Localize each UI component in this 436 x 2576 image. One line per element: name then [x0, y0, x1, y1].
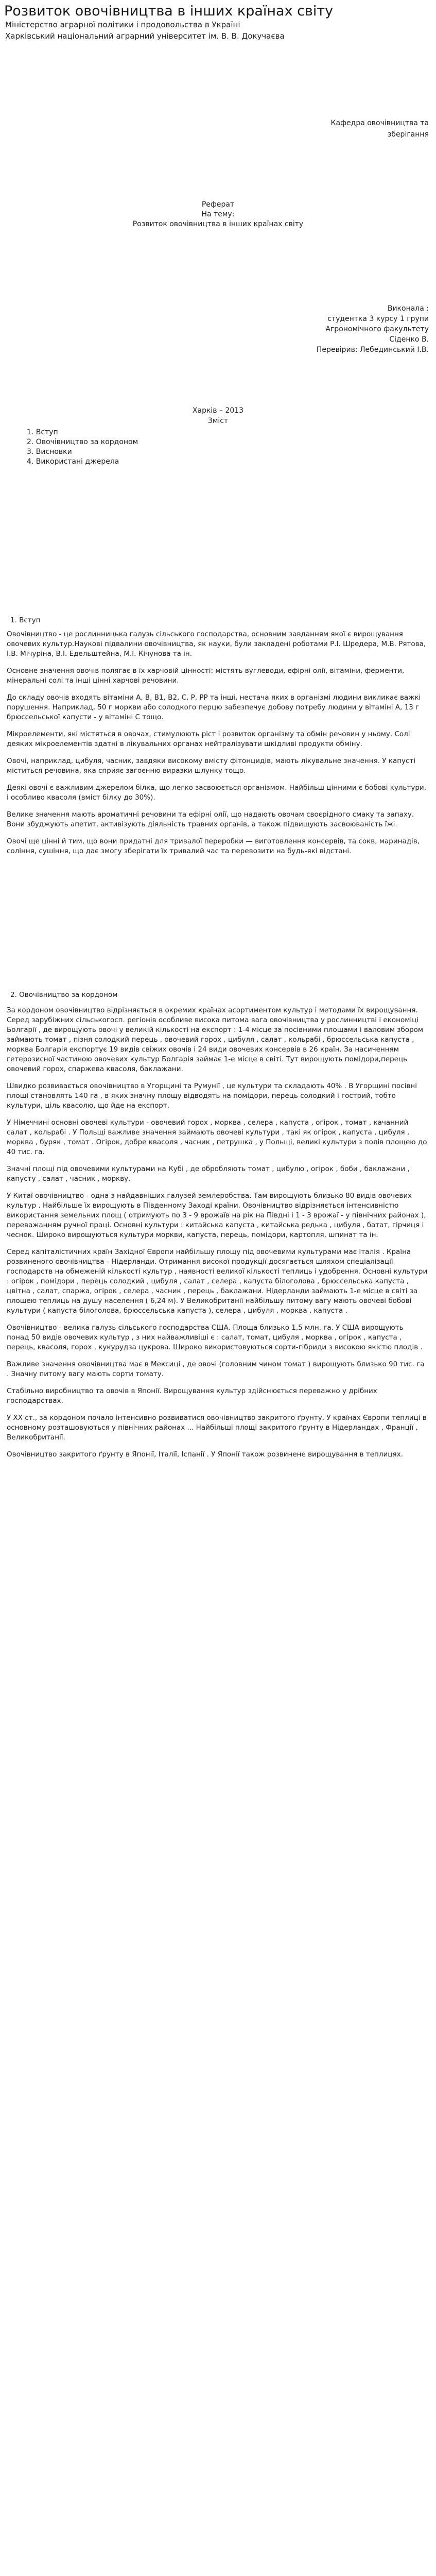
section-2-body [7, 1006, 428, 1467]
student-line: студентка 3 курсу 1 групи [327, 315, 429, 323]
document-title: Розвиток овочівництва в інших країнах світу [4, 3, 334, 19]
section-2-paragraph: Важливе значення овочівництва має в Мексиці , де овочі (головним чином томат ) вирощують близько 90 тис. га . Значну питому вагу мають сорти томату. [7, 1360, 425, 1378]
section-1-paragraph: До складу овочів входять вітаміни А, В, В1, В2, С, Р, РР та інші, нестача яких в організмі людини викликає важкі порушення. Наприклад, 50 г моркви або солодкого перцю забезпечує добову потребу людини у вітаміні А, 13 г брюссельської капусти - у вітаміні С тощо. [7, 693, 421, 721]
section-2-paragraph: Стабільно виробництво та овочів в Японії. Вирощування культур здійснюється переважно у дрібних господарствах. [7, 1387, 377, 1405]
ministry-line: Міністерство аграрної політики і продовольства в Україні [5, 20, 240, 29]
section-2-paragraph: Значні площі під овочевими культурами на Кубі , де обробляють томат , цибулю , огірок , боби , баклажани , капусту , салат , часник , моркву. [7, 1165, 410, 1183]
performed-label: Виконала : [387, 304, 429, 313]
department-line-1: Кафедра овочівництва та [330, 119, 429, 127]
section-1-paragraph: Овочівництво - це рослинницька галузь сільського господарства, основним завданням якої є вирощування овочевих культур.Наукові підвалини овочівництва, як науки, були закладені роботами Р.І. Шредера, М.В. Рятова, І.В. Мічуріна, В.І. Едельштейна, М.І. Кічунова та ін. [7, 630, 426, 658]
topic: Розвиток овочівництва в інших країнах світу [132, 220, 304, 228]
department-line-2: зберігання [387, 130, 429, 139]
on-topic-label: На тему: [201, 210, 235, 218]
section-2-paragraph: Серед капіталістичних країн Західної Європи найбільшу площу під овочевими культурами має Італія . Країна розвиненого овочівництва - Нідерланди. Отримання високої продукції досягається шляхом спеціалізації господарств на обмеженій кількості культур , наявності великої кількості теплиць і удобрення. Основні культури : огірок , помідори , перець солодкий , цибуля , салат , селера , капуста білоголова , брюссельська капуста , цвітна , салат, спаржа, огірок , селера , часник , перець , баклажани. Нідерланди займають 1-е місце в світі за площею теплиць на душу населення ( 6,24 м). У Великобританії найбільшу питому вагу мають овочеві бобові культури ( капуста білоголова, брюссельська капуста ), селера , цибуля , морква , капуста . [7, 1248, 428, 1315]
toc-list [27, 428, 138, 467]
section-1-paragraph: Основне значення овочів полягає в їх харчовій цінності: містять вуглеводи, ефірні олії, вітаміни, ферменти, мінеральні солі та інші цінні харчові речовини. [7, 667, 405, 685]
section-2-paragraph: Швидко розвивається овочівництво в Угорщині та Румунії , це культури та складають 40% . В Угорщині посівні площі становлять 140 га , в яких значну площу відводять на помідори, перець солодкий і гострий, тобто культури, ціль квасолю, що йде на експорт. [7, 1082, 417, 1110]
section-2-paragraph: У ХХ ст., за кордоном почало інтенсивно розвиватися овочівництво закритого ґрунту. У країнах Європи теплиці в основному розташовуються у північних районах ... Найбільші площі закритого ґрунту в Нідерландах , Франції , Великобританії. [7, 1414, 427, 1442]
section-1-paragraph: Деякі овочі є важливим джерелом білка, що легко засвоюється організмом. Найбільш цінними є бобові культури, і особливо квасоля (вміст білку до 30%). [7, 784, 426, 802]
city-year: Харків – 2013 [192, 406, 244, 415]
university-line: Харківський національний аграрний університет ім. В. В. Докучаєва [5, 31, 285, 41]
section-1-paragraph: Овочі ще цінні й тим, що вони придатні для тривалої переробки — виготовлення консервів, та сокв, маринадів, соління, сушіння, що дає змогу зберігати їх тривалий час та перевозити на будь-які відстані. [7, 837, 420, 855]
faculty-line: Агрономічного факультету [325, 325, 429, 333]
toc-item: 2. Овочівництво за кордоном [27, 438, 138, 446]
toc-heading: Зміст [207, 417, 229, 425]
section-1-paragraph: Велике значення мають ароматичні речовини та ефірні олії, що надають овочам своєрідного смаку та запаху. Вони збуджують апетит, активізують діяльність травних органів, а також підвищують засвоюваність їжі. [7, 810, 414, 828]
student-name: Сіденко В. [389, 335, 429, 344]
section-2-paragraph: Овочівництво закритого ґрунту в Японії, Італії, Іспанії . У Японії також розвинене вирощування в теплицях. [7, 1450, 403, 1459]
section-2-paragraph: Овочівництво - велика галузь сільського господарства США. Площа близько 1,5 млн. га. У США вирощують понад 50 видів овочевих культур , з них найважливіші є : салат, томат, цибуля , морква , огірок , капуста , перець, квасоля, горох , кукурудза цукрова. Широко використовуються сорти-гібриди з високою якістю плодів . [7, 1324, 423, 1351]
checked-by: Перевірив: Лебединський І.В. [316, 346, 429, 354]
section-2-paragraph: У Китаї овочівництво - одна з найдавніших галузей землеробства. Там вирощують близько 80 видів овочевих культур . Найбільше їх вирощують в Південному Заході країни. Овочівництво відрізняється інтенсивністю використання земельних площ ( отримують по 3 - 9 врожаїв на рік на Півдні і 1 - 3 врожаї - у північних районах ), переважанням ручної праці. Основні культури : китайська капуста , китайська редька , цибуля , батат, гірчиця і чеснок. Широко вирощуються культури моркви, капуста, перець, помідори, картопля, шпинат та ін. [7, 1192, 426, 1239]
section-1-heading: 1. Вступ [10, 616, 41, 624]
toc-item: 1. Вступ [27, 428, 58, 436]
doc-type: Реферат [201, 200, 235, 209]
section-2-heading: 2. Овочівництво за кордоном [10, 991, 118, 999]
section-2-paragraph: За кордоном овочівництво відрізняється в окремих країнах асортиментом культур і методами їх вирощування. Серед зарубіжних сільськогосп. регіонів особливе високa питома вага овочівництва у рослинництві і економіці Болгарії , де вирощують овочі у великій кількості на експорт : 1-4 місце за посівними площами і валовим збором займають томат , пізня солодкий перець , овочевий горох , цибуля , салат , кольрабі , брюссельська капуста , морква Болгарія експортує 19 видів свіжих овочів і 24 види овочевих консервів в 26 країн. За насиченням гетерозисної частиною овочевих культур Болгарія займає 1-е місце в світі. Тут вирощують помідори,перець овочевий горох, спаржева квасоля, баклажани. [7, 1006, 424, 1073]
section-1-paragraph: Мікроелементи, які містяться в овочах, стимулюють ріст і розвиток організму та обмін речовин у ньому. Солі деяких мікроелементів здатні в лікувальних органах нейтралізувати шкідливі продукти обміну. [7, 730, 410, 748]
toc-item: 4. Використані джерела [27, 457, 119, 466]
section-1-paragraph: Овочі, наприклад, цибуля, часник, завдяки високому вмісту фітонцидів, мають лікувальне значення. У капусті міститься речовина, яка сприяє загоєнню виразки шлунку тощо. [7, 757, 416, 775]
section-1-body [7, 630, 428, 863]
toc-item: 3. Висновки [27, 448, 72, 456]
section-2-paragraph: У Німеччині основні овочеві культури - овочевий горох , морква , селера , капуста , огірок , томат , качанний салат , кольрабі . У Польщі важливе значення займають овочеві культури , такі як огірок , капуста , цибуля , морква , буряк , томат . Огірок, добре квасоля , часник , петрушка , у Польщі, великі культури з полів площею до 40 тис. га. [7, 1118, 427, 1156]
